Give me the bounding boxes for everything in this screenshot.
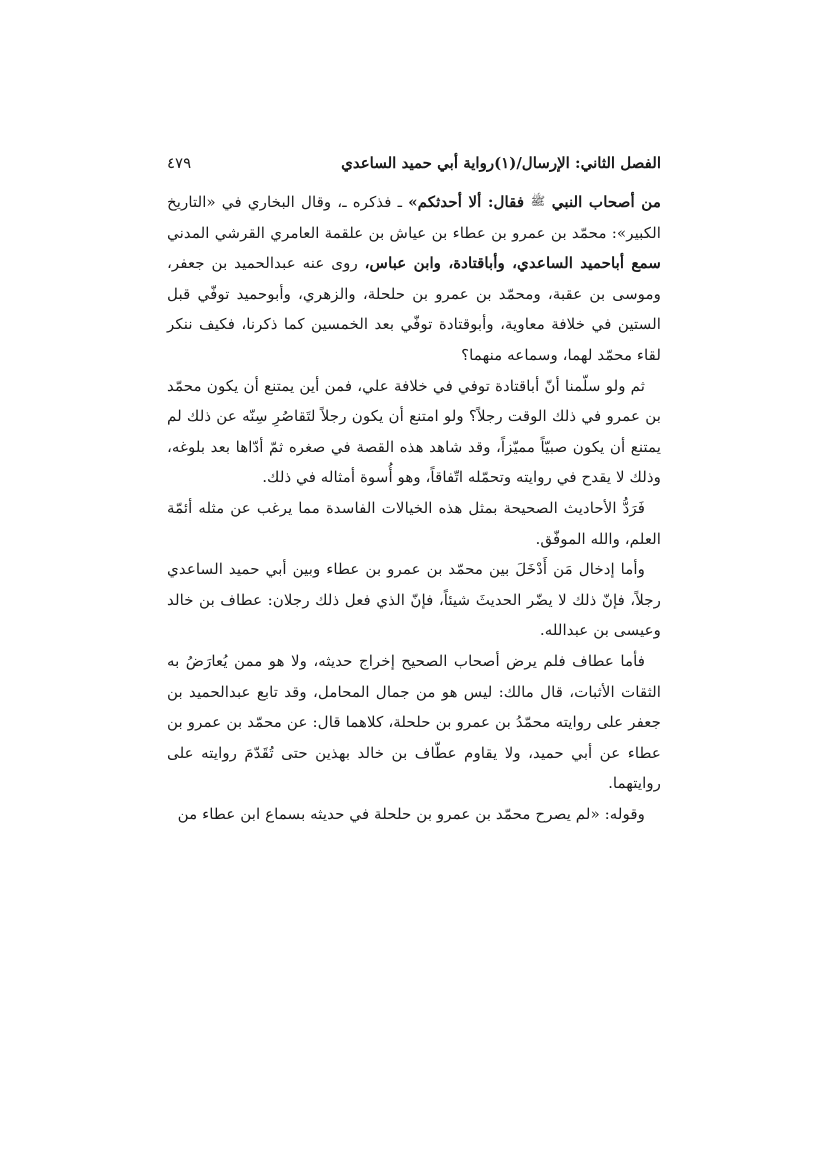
paragraph-1: [167, 186, 661, 371]
p1-bold-lead: من أصحاب النبي: [545, 193, 662, 211]
paragraph-2: ثم ولو سلّمنا أنّ أباقتادة توفي في خلافة علي، فمن أين يمتنع أن يكون محمّد بن عمرو في ذلك الوقت رجلاً؟ ولو امتنع أن يكون رجلاً لتَقاصُرِ سِنّه عن ذلك لم يمتنع أن يكون صبيّاً مميّزاً، وقد شاهد هذه القصة في صغره ثمّ أدّاها بعد بلوغه، وذلك لا يقدح في روايته وتحمّله اتّفاقاً، وهو أُسوة أمثاله في ذلك.: [167, 376, 661, 487]
page-number: ٤٧٩: [167, 154, 192, 172]
paragraph-3: فَرَدُّ الأحاديث الصحيحة بمثل هذه الخيالات الفاسدة مما يرغب عن مثله أئمّة العلم، والله الموفّق.: [167, 498, 661, 548]
p1-bold-quote: فقال: ألا أحدثكم»: [408, 193, 531, 211]
p1-bold-narrators: سمع أباحميد الساعدي، وأباقتادة، وابن عباس،: [364, 254, 661, 273]
paragraph-4: وأما إدخال مَن أَدْخَلَ بين محمّد بن عمرو بن عطاء وبين أبي حميد الساعدي رجلاً، فإنّ ذلك لا يضّر الحديثَ شيئاً، فإنّ الذي فعل ذلك رجلان: عطاف بن خالد وعيسى بن عبدالله.: [167, 560, 661, 640]
p1-text-a: ـ فذكره ـ، وقال البخاري في «التاريخ الكبير»: محمّد بن عمرو بن عطاء بن عياش بن علقمة العامري القرشي المدني: [167, 193, 661, 242]
paragraph-6: وقوله: «لم يصرح محمّد بن عمرو بن حلحلة في حديثه بسماع ابن عطاء من: [177, 804, 645, 823]
chapter-title: الفصل الثاني: الإرسال/(١)رواية أبي حميد الساعدي: [341, 154, 661, 172]
p1-text-b: روى عنه عبدالحميد بن جعفر، وموسى بن عقبة، ومحمّد بن عمرو بن حلحلة، والزهري، وأبوحميد توفّي قبل الستين في خلافة معاوية، وأبوقتادة توفّي بعد الخمسين كما ذكرنا، فكيف ننكر لقاء محمّد لهما، وسماعه منهما؟: [167, 254, 661, 364]
running-header: [167, 148, 661, 178]
document-page: [167, 148, 661, 829]
paragraph-5: فأما عطاف فلم يرض أصحاب الصحيح إخراج حديثه، ولا هو ممن يُعارَضُ به الثقات الأثبات، قال مالك: ليس هو من جمال المحامل، وقد تابع عبدالحميد بن جعفر على روايته محمّدُ بن عمرو بن حلحلة، كلاهما قال: عن محمّد بن عمرو بن عطاء عن أبي حميد، ولا يقاوم عطّاف بن خالد بهذين حتى تُقَدّمَ روايته على روايتهما.: [167, 651, 661, 793]
salawat-seal: ﷺ: [530, 194, 546, 208]
